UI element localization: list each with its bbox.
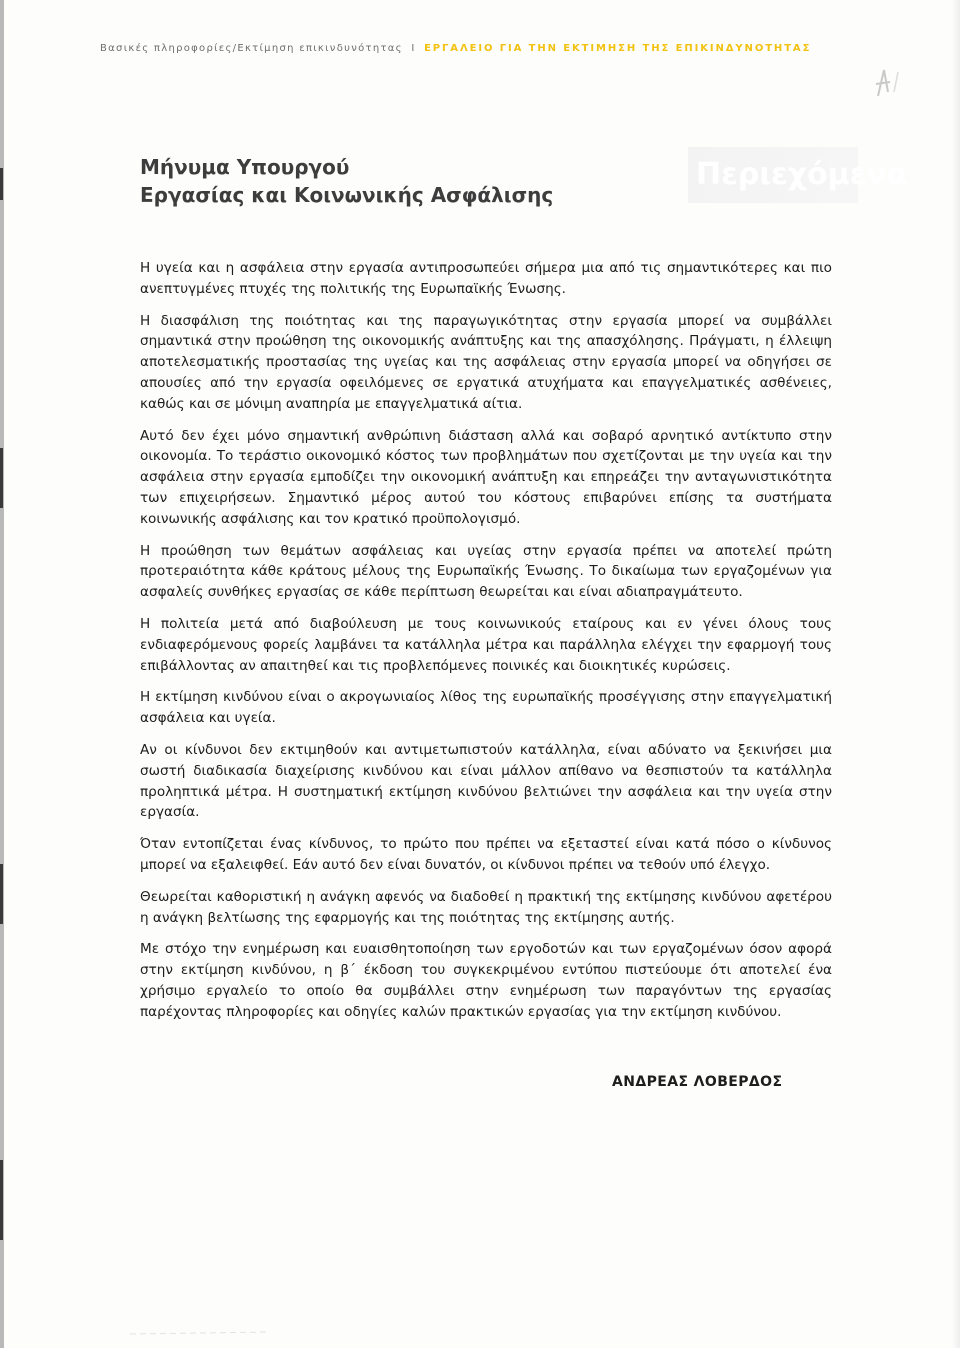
header-document-title: ΕΡΓΑΛΕΙΟ ΓΙΑ ΤΗΝ ΕΚΤΙΜΗΣΗ ΤΗΣ ΕΠΙΚΙΝΔΥΝΟΤΗΤΑΣ <box>424 43 812 54</box>
body-paragraph: Η εκτίμηση κινδύνου είναι ο ακρογωνιαίος λίθος της ευρωπαϊκής προσέγγισης στην επαγγελματική ασφάλεια και υγεία. <box>140 689 832 727</box>
body-paragraph: Η διασφάλιση της ποιότητας και της παραγωγικότητας στην εργασία μπορεί να συμβάλλει σημαντικά στην προώθηση της οικονομικής ανάπτυξης και της απασχόλησης. Πράγματι, η έλλειψη αποτελεσματικής προστασίας της υγείας και της ασφάλειας στην εργασία μπορεί να οδηγήσει σε απουσίες από την εργασία οφειλόμενες σε εργατικά ατυχήματα και επαγγελματικές ασθένειες, καθώς και σε μόνιμη αναπηρία με επαγγελματικά αίτια. <box>140 312 832 412</box>
body-paragraph: Θεωρείται καθοριστική η ανάγκη αφενός να διαδοθεί η πρακτική της εκτίμησης κινδύνου αφετέρου η ανάγκη βελτίωσης της εφαρμογής και της ποιότητας της εκτίμησης αυτής. <box>140 888 832 926</box>
body-paragraph: Η υγεία και η ασφάλεια στην εργασία αντιπροσωπεύει σήμερα μια από τις σημαντικότερες και πιο ανεπτυγμένες πτυχές της πολιτικής της Ευρωπαϊκής Ένωσης. <box>140 260 832 297</box>
body-paragraph: Η προώθηση των θεμάτων ασφάλειας και υγείας στην εργασία πρέπει να αποτελεί πρώτη προτεραιότητα κάθε κράτους μέλους της Ευρωπαϊκής Ένωσης. Το δικαίωμα των εργαζομένων για ασφαλείς συνθήκες εργασίας σε κάθε περίπτωση θεωρείται και είναι αδιαπραγμάτευτο. <box>140 542 832 601</box>
body-paragraph: Αν οι κίνδυνοι δεν εκτιμηθούν και αντιμετωπιστούν κατάλληλα, είναι αδύνατο να ξεκινήσει μια σωστή διαδικασία διαχείρισης κινδύνου και είναι μάλλον απίθανο να θεσπιστούν τα κατάλληλα προληπτικά μέτρα. Η συστηματική εκτίμηση κινδύνου βελτιώνει την ασφάλεια και την υγεία στην εργασία. <box>140 741 832 821</box>
page-title <box>140 153 700 209</box>
body-paragraph: Με στόχο την ενημέρωση και ευαισθητοποίηση των εργοδοτών και των εργαζομένων όσον αφορά στην εκτίμηση κινδύνου, η β΄ έκδοση του συγκεκριμένου εντύπου πιστεύουμε ότι αποτελεί ένα χρήσιμο εργαλείο το οποίο θα συμβάλλει στην ενημέρωση των παραγόντων της εργασίας παρέχοντας πληροφορίες και οδηγίες καλών πρακτικών εργασίας για την εκτίμηση κινδύνου. <box>140 941 832 1020</box>
title-line-2: Εργασίας και Κοινωνικής Ασφάλισης <box>140 183 554 207</box>
page-right-shadow <box>952 0 960 1348</box>
body-paragraph: Η πολιτεία μετά από διαβούλευση με τους κοινωνικούς εταίρους και εν γένει όλους τους ενδιαφερόμενους φορείς λαμβάνει τα κατάλληλα μέτρα και παράλληλα ελέγχει την εφαρμογή τους επιβάλλοντας αν απαιτηθεί και τις προβλεπόμενες ποινικές και διοικητικές κυρώσεις. <box>140 615 832 674</box>
page-left-edge <box>0 0 4 1348</box>
scan-scuff-mark <box>130 1330 270 1336</box>
scan-edge-mark <box>0 168 3 200</box>
scan-edge-mark <box>0 864 3 924</box>
running-header <box>100 43 880 54</box>
signature-name: ΑΝΔΡΕΑΣ ΛΟΒΕΡΔΟΣ <box>612 1074 783 1090</box>
title-line-1: Μήνυμα Υπουργού <box>140 155 350 179</box>
message-body <box>140 258 832 1034</box>
body-paragraph: Αυτό δεν έχει μόνο σημαντική ανθρώπινη διάσταση αλλά και σοβαρό αρνητικό αντίκτυπο στην οικονομία. Το τεράστιο οικονομικό κόστος των προβλημάτων που σχετίζονται με την υγεία και την ασφάλεια στην εργασία εμποδίζει την οικονομική ανάπτυξη και επηρεάζει την ανταγωνιστικότητα των επιχειρήσεων. Σημαντικό μέρος αυτού του κόστους επιβαρύνει επίσης τα συστήματα κοινωνικής ασφάλισης και τον κρατικό προϋπολογισμό. <box>140 427 832 527</box>
scan-edge-mark <box>0 448 3 508</box>
faded-contents-tab: Περιεχόμενα <box>688 147 858 203</box>
body-paragraph: Όταν εντοπίζεται ένας κίνδυνος, το πρώτο που πρέπει να εξεταστεί είναι κατά πόσο ο κίνδυνος μπορεί να εξαλειφθεί. Εάν αυτό δεν είναι δυνατόν, οι κίνδυνοι πρέπει να τεθούν υπό έλεγχο. <box>140 836 832 873</box>
header-section-path: Βασικές πληροφορίες/Εκτίμηση επικινδυνότητας <box>100 43 403 54</box>
scan-edge-mark <box>0 1160 3 1240</box>
header-separator: I <box>411 43 416 54</box>
corner-pencil-mark <box>870 62 910 112</box>
